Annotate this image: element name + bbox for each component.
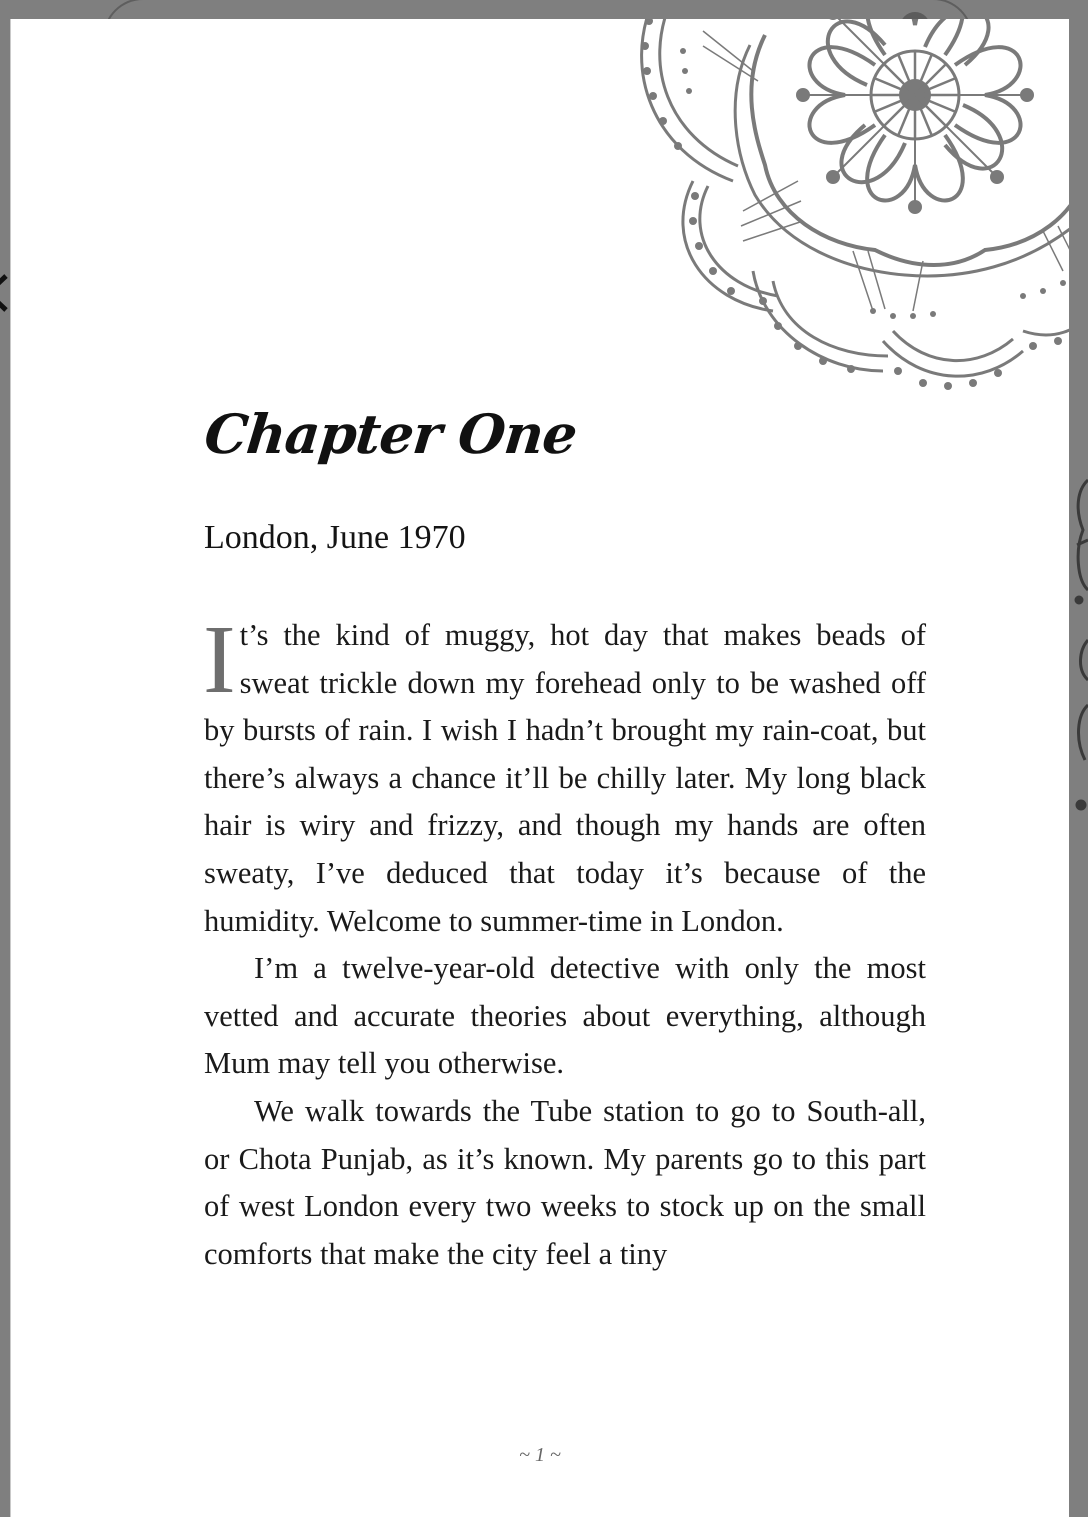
paragraph: I’m a twelve-year-old detective with only the most vetted and accurate theories about everything, although Mum may tell you otherwise.	[204, 951, 926, 1081]
chevron-left-icon[interactable]	[0, 268, 10, 318]
next-page-mandala-icon[interactable]	[1069, 440, 1088, 820]
page-number: ~ 1 ~	[519, 1444, 561, 1466]
paragraph: It’s the kind of muggy, hot day that makes beads of sweat trickle down my forehead only to be washed off by bursts of rain. I wish I hadn’t brought my rain-coat, but there’s always a chance it’ll be chilly later. My long black hair is wiry and frizzy, and though my hands are often sweaty, I’ve deduced that today it’s because of the humidity. Welcome to summer-time in London.	[203, 606, 926, 938]
chapter-subtitle: London, June 1970	[204, 519, 466, 556]
mandala-ornament-icon	[623, 19, 1069, 391]
drop-cap: I	[203, 606, 236, 714]
chapter-title: Chapter One	[201, 402, 580, 466]
book-page[interactable]	[11, 19, 1069, 1517]
paragraph: We walk towards the Tube station to go to South-all, or Chota Punjab, as it’s known. My parents go to this part of west London every two weeks to stock up on the small comforts that make the city feel a tiny	[204, 1093, 926, 1271]
body-text	[203, 606, 926, 1278]
